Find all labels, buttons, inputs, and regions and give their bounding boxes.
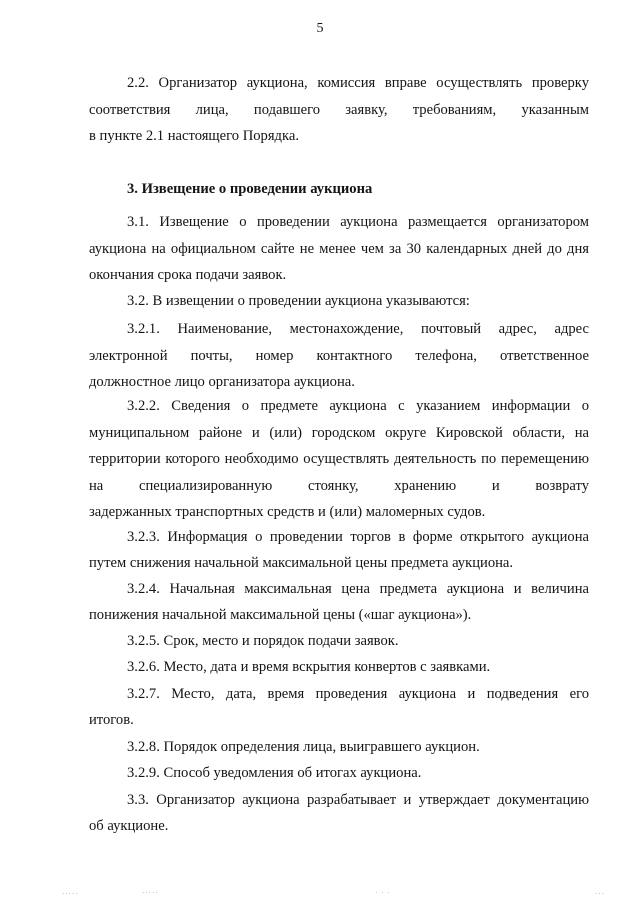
paragraph-3-2-1-end: должностное лицо организатора аукциона. <box>89 374 355 390</box>
paragraph-3-2-7: 3.2.7. Место, дата, время проведения аукциона и подведения его <box>127 686 589 702</box>
paragraph-3-3-end: об аукционе. <box>89 818 169 834</box>
scan-speck: ··· <box>595 890 605 898</box>
paragraph-3-2-2-end: задержанных транспортных средств и (или) маломерных судов. <box>89 504 486 520</box>
paragraph-2-2: 2.2. Организатор аукциона, комиссия вправе осуществлять проверку соответствия лица, подавшего заявку, требованиям, указанным <box>89 75 589 118</box>
paragraph-3-1-end: окончания срока подачи заявок. <box>89 267 287 283</box>
paragraph-3-2-2: 3.2.2. Сведения о предмете аукциона с указанием информации о муниципальном районе и (или) городском округе Кировской области, на территории которого необходимо осуществлять деятельность по перемещению на специализированную стоянку, хранению и возврату <box>89 398 589 494</box>
paragraph-3-2-5: 3.2.5. Срок, место и порядок подачи заявок. <box>127 633 399 649</box>
paragraph-3-2-9: 3.2.9. Способ уведомления об итогах аукциона. <box>127 765 422 781</box>
paragraph-3-2-6: 3.2.6. Место, дата и время вскрытия конвертов с заявками. <box>127 659 491 675</box>
scan-speck: · · · <box>375 889 391 897</box>
scan-speck: ····· <box>142 889 159 897</box>
page-number: 5 <box>316 21 324 36</box>
paragraph-3-2-4: 3.2.4. Начальная максимальная цена предмета аукциона и величина <box>127 581 589 597</box>
paragraph-3-2-8: 3.2.8. Порядок определения лица, выигравшего аукцион. <box>127 739 480 755</box>
paragraph-3-2-7-end: итогов. <box>89 712 134 728</box>
paragraph-3-2-4-end: понижения начальной максимальной цены («шаг аукциона»). <box>89 607 472 623</box>
paragraph-3-2: 3.2. В извещении о проведении аукциона указываются: <box>127 293 470 309</box>
scan-speck: ····· <box>62 890 79 898</box>
paragraph-3-3: 3.3. Организатор аукциона разрабатывает и утверждает документацию <box>127 792 589 808</box>
section-heading-3: 3. Извещение о проведении аукциона <box>127 181 373 197</box>
paragraph-2-2-end: в пункте 2.1 настоящего Порядка. <box>89 128 299 144</box>
paragraph-3-1: 3.1. Извещение о проведении аукциона размещается организатором аукциона на официальном сайте не менее чем за 30 календарных дней до дня <box>89 214 589 257</box>
paragraph-3-2-3-end: путем снижения начальной максимальной цены предмета аукциона. <box>89 555 514 571</box>
paragraph-3-2-1: 3.2.1. Наименование, местонахождение, почтовый адрес, адрес электронной почты, номер контактного телефона, ответственное <box>89 321 589 364</box>
paragraph-3-2-3: 3.2.3. Информация о проведении торгов в форме открытого аукциона <box>127 529 589 545</box>
